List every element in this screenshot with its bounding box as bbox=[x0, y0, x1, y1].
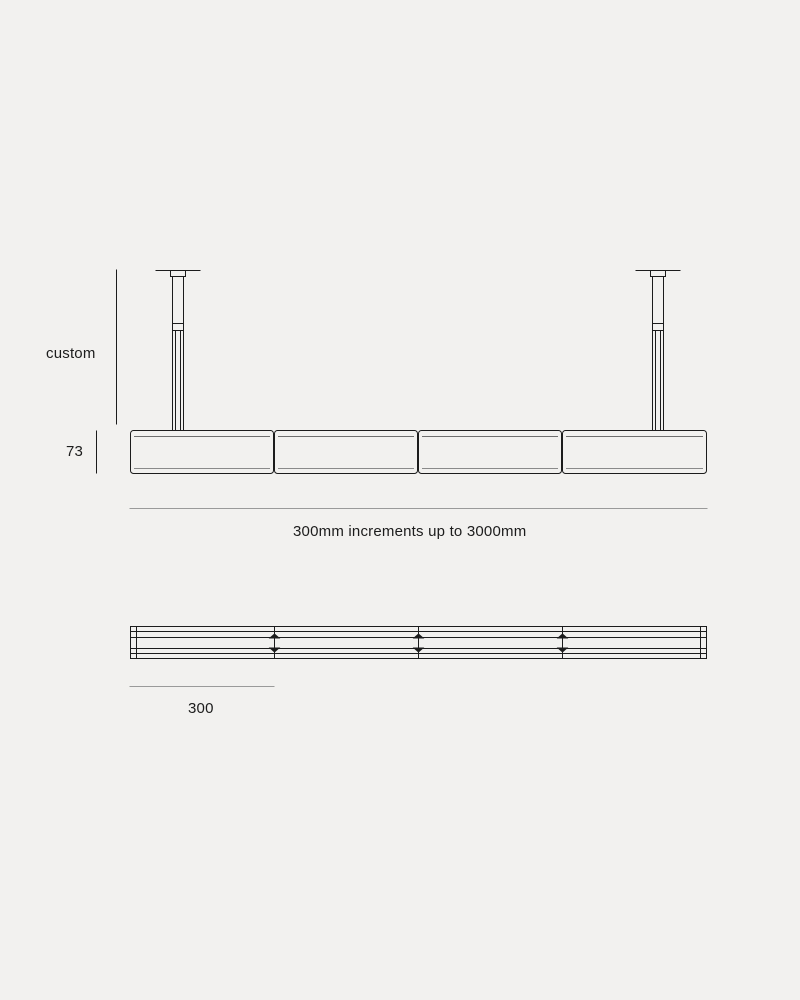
ceiling-stem-left bbox=[156, 271, 200, 431]
custom-height-label: custom bbox=[46, 345, 96, 362]
fixture-height-label: 73 bbox=[66, 443, 84, 460]
overall-width-label: 300mm increments up to 3000mm bbox=[293, 523, 527, 540]
ceiling-stem-right bbox=[636, 271, 680, 431]
fixture-body-plan bbox=[131, 627, 707, 659]
fixture-body-elevation bbox=[131, 431, 707, 474]
module-width-label: 300 bbox=[188, 700, 214, 717]
